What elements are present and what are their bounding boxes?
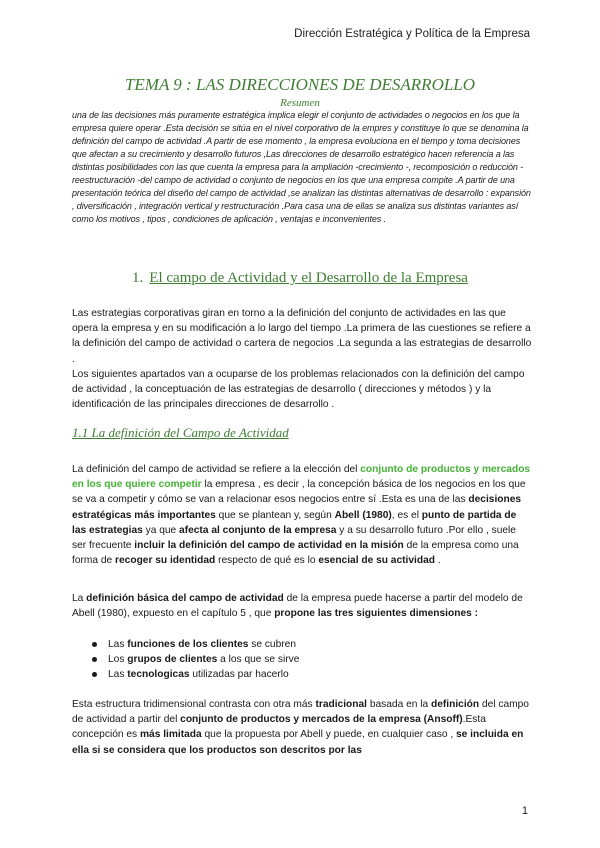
text-run: Esta estructura tridimensional contrasta con otra más: [72, 699, 316, 710]
bold-text: definición básica del campo de actividad: [86, 593, 284, 604]
body-paragraph: Los siguientes apartados van a ocuparse de los problemas relacionados con la definición del campo de actividad , la conceptuación de las estrategias de desarrollo ( direcciones y métodos ) y la identificación de las principales direcciones de desarrollo .: [72, 368, 525, 411]
highlighted-text: conjunto de productos y mercados en los que quiere competir: [72, 464, 531, 491]
list-item: Las tecnologicas utilizadas par hacerlo: [92, 667, 512, 682]
section-1-body: [72, 306, 532, 412]
subsection-1-1-heading: 1.1 La definición del Campo de Actividad: [72, 425, 289, 440]
text-run: del campo de actividad a partir del: [72, 699, 529, 726]
document-title: TEMA 9 : LAS DIRECCIONES DE DESARROLLO: [124, 75, 476, 94]
bold-text: definición: [431, 699, 480, 710]
text-run: de la empresa como una forma de: [72, 540, 519, 567]
subsection-paragraph-2: [72, 591, 532, 621]
text-run: La definición del campo de actividad se refiere a la elección del: [72, 464, 361, 475]
subsection-paragraph-3: [72, 697, 532, 758]
running-header: Dirección Estratégica y Política de la Empresa: [294, 28, 530, 40]
bold-text: grupos de clientes: [127, 654, 218, 666]
text-run: respecto de qué es lo: [215, 555, 319, 567]
text-run: , es el: [391, 509, 422, 521]
summary-paragraph: una de las decisiones más puramente estratégica implica elegir el conjunto de actividades o negocios en los que la empresa quiere operar .Esta decisión se sitúa en el nivel corporativo de la empres y constituye lo que se denomina la definición del campo de actividad .A partir de ese momento , la empresa evoluciona en el tiempo y toma decisiones que afectan a su crecimiento y desarrollo futuros ,Las direcciones de desarrollo estratégico hacen referencia a las distintas posibilidades con las que cuenta la empresa para la ampliación -crecimiento -, recomposición o reducción -reestructuración -del campo de actividad o conjunto de negocios en los que una empresa compite .A partir de una presentación teórica del diseño del campo de actividad ,se analizan las distintas alternativas de desarrollo : expansión , diversificación , integración vertical y restructuración .Para casa una de ellas se analiza sus distintas variantes así como los motivos , tipos , condiciones de aplicación , ventajas e inconvenientes .: [72, 110, 531, 224]
bold-text: recoger su identidad: [115, 555, 216, 567]
bold-text: se incluida en ella si se considera que los productos son descritos por las: [72, 729, 524, 756]
section-title: El campo de Actividad y el Desarrollo de la Empresa: [149, 270, 468, 286]
bold-text: propone las tres siguientes dimensiones :: [274, 608, 479, 620]
bold-text: Abell (1980): [334, 509, 392, 521]
text-run: que la propuesta por Abell y puede, en cualquier caso ,: [201, 729, 456, 741]
bold-text: afecta al conjunto de la empresa: [179, 524, 337, 536]
text-run: de la empresa puede hacerse a partir del modelo de Abell (1980), expuesto en el capítulo 5 , que: [72, 593, 523, 620]
text-run: que se plantean y, según: [215, 509, 335, 521]
bold-text: más limitada: [139, 729, 202, 741]
text-run: La: [72, 593, 87, 604]
bold-text: punto de partida de las estrategias: [72, 509, 517, 536]
body-paragraph: Las estrategias corporativas giran en torno a la definición del conjunto de actividades en las que opera la empresa y en su modificación a lo largo del tiempo .La primera de las cuestiones se refiere a la definición del campo de actividad o cartera de negocios .La segunda a las estrategias de desarrollo .: [72, 308, 532, 365]
text-run: la empresa , es decir , la concepción básica de los negocios en los que se va a competir y cómo se van a relacionar esos negocios entre sí .Esta es una de las: [72, 479, 526, 506]
bold-text: funciones de los clientes: [127, 639, 249, 650]
bold-text: decisiones estratégicas más importantes: [72, 494, 522, 521]
section-1-heading: [0, 270, 600, 287]
subsection-paragraph-1: [72, 462, 532, 568]
section-number: 1.: [132, 270, 144, 286]
dimensions-list: [92, 637, 512, 683]
page-number: 1: [521, 805, 528, 817]
text-run: ya que: [142, 524, 180, 536]
list-item: Los grupos de clientes a los que se sirve: [92, 652, 512, 667]
bold-text: tecnologicas: [127, 669, 190, 681]
text-run: .: [434, 555, 441, 567]
bold-text: tradicional: [315, 699, 367, 710]
bold-text: incluir la definición del campo de actividad en la misión: [134, 540, 404, 552]
text-run: basada en la: [367, 699, 432, 710]
bold-text: esencial de su actividad: [318, 555, 435, 567]
bold-text: conjunto de productos y mercados de la empresa (Ansoff): [180, 714, 463, 726]
text-run: y a su desarrollo futuro .Por ello , suele ser frecuente: [72, 524, 516, 552]
document-subtitle: Resumen: [280, 97, 320, 109]
text-run: .Esta concepción es: [72, 714, 486, 741]
list-item: Las funciones de los clientes se cubren: [92, 637, 512, 652]
